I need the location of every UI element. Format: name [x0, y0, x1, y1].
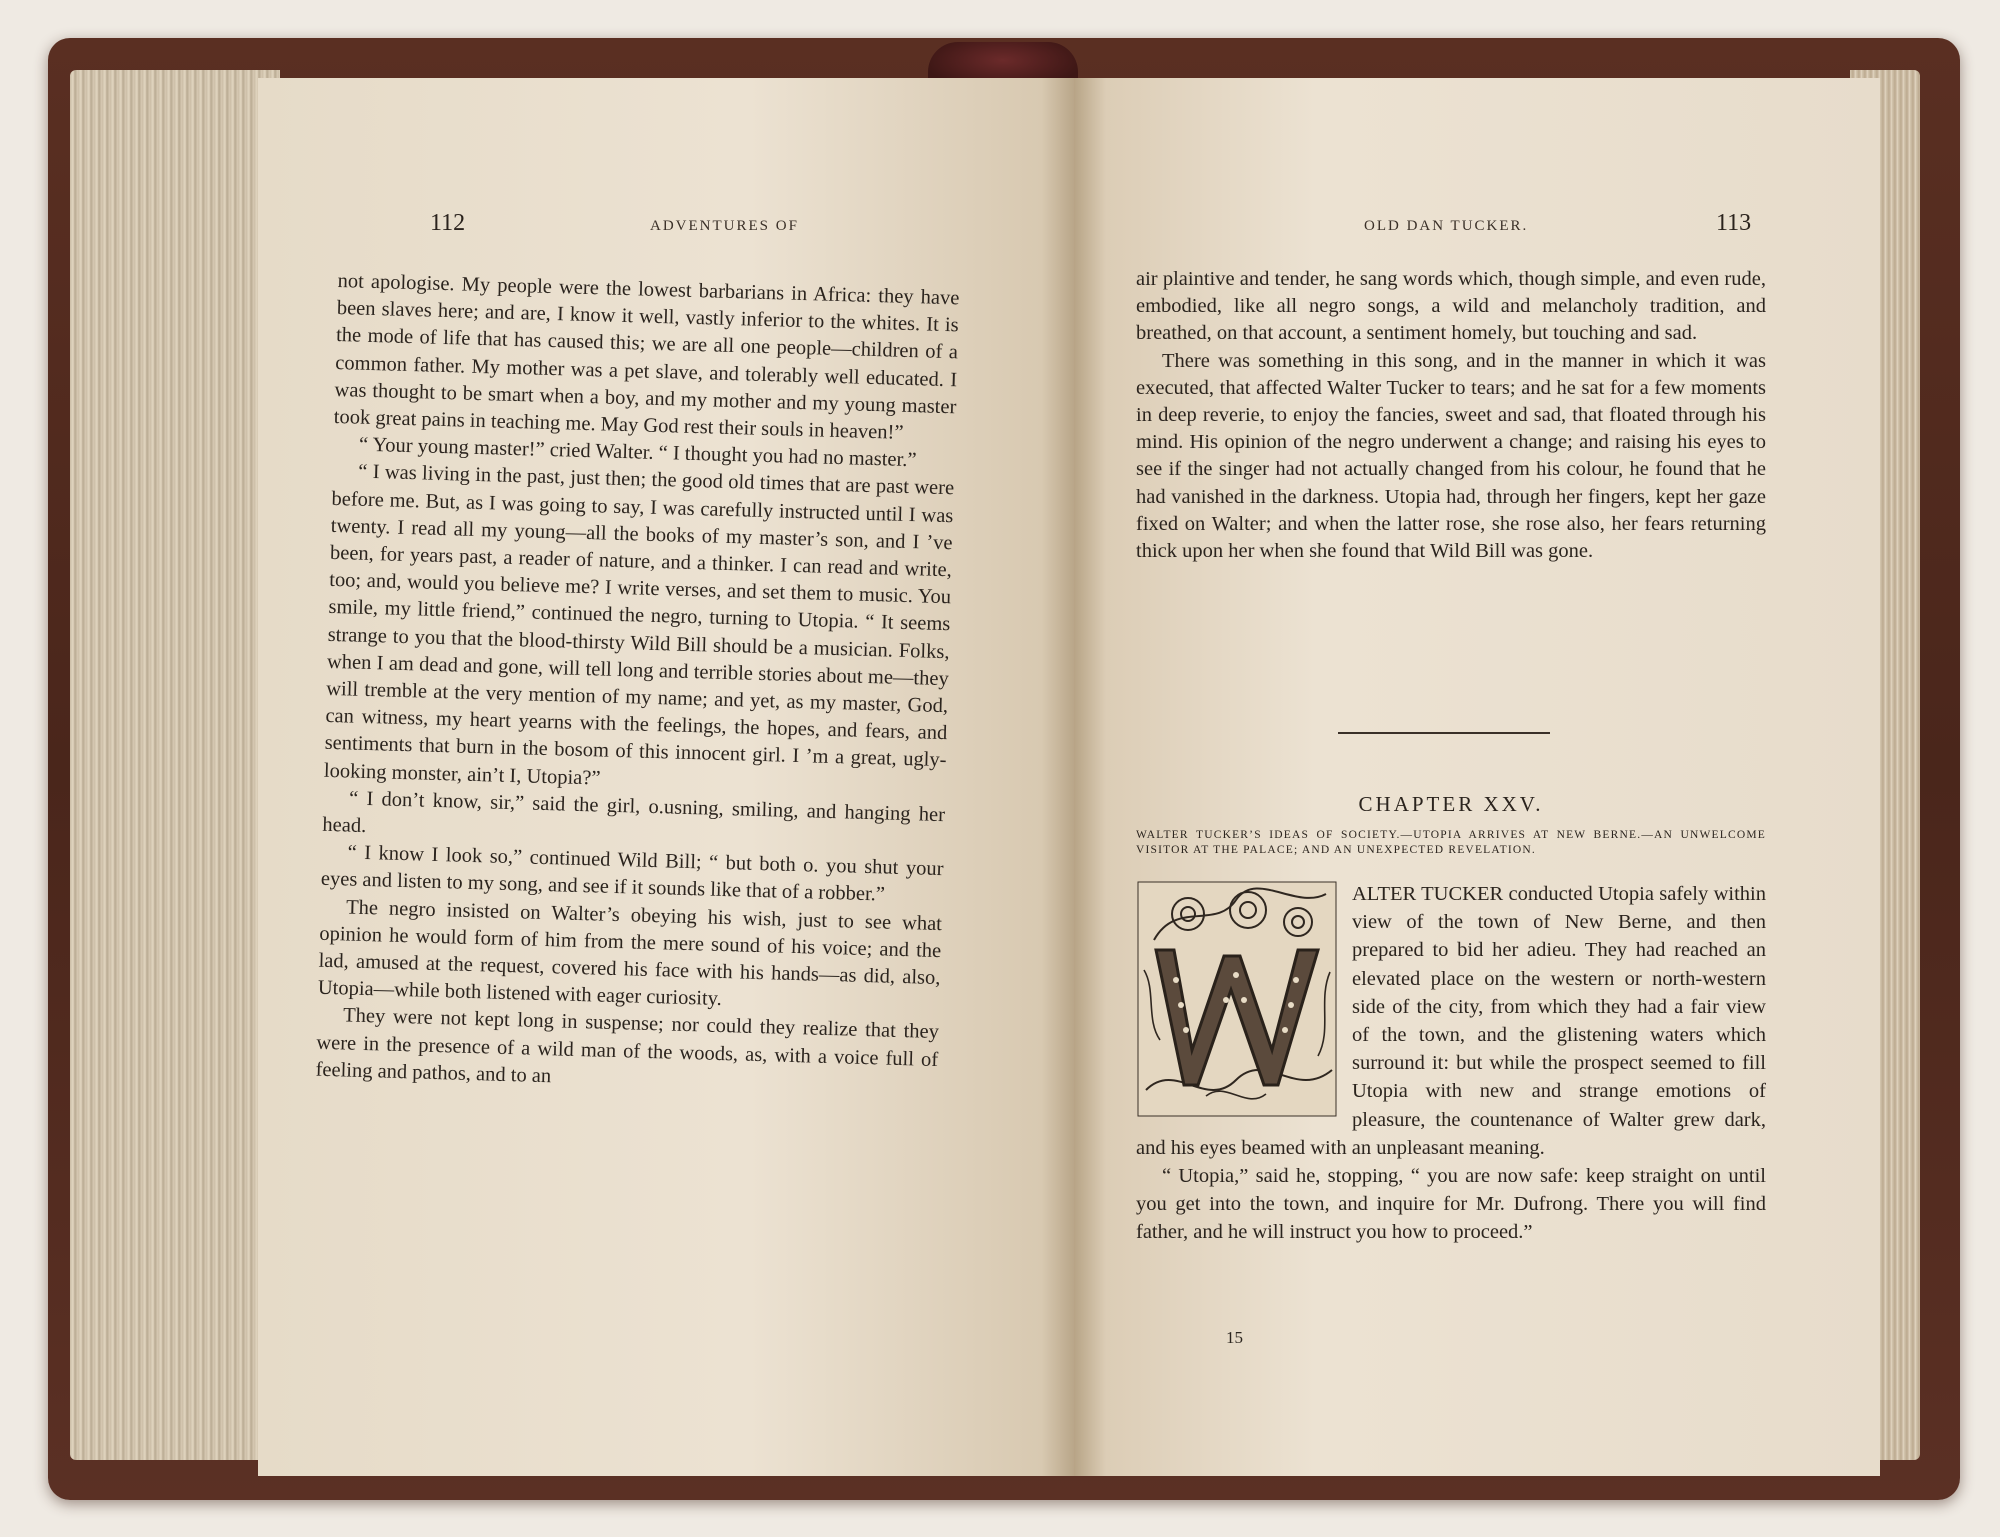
running-head: OLD DAN TUCKER.	[1364, 218, 1529, 234]
paragraph: They were not kept long in suspense; nor could they realize that they were in the presence of a wild man of the woods, as, with a voice full of feeling and pathos, and to an	[315, 1004, 940, 1088]
paragraph: “ Utopia,” said he, stopping, “ you are now safe: keep straight on until you get into the town, and inquire for Mr. Dufrong. There you will find father, and he will instruct you how to proceed.”	[1136, 1165, 1766, 1244]
right-page-body	[1136, 266, 1766, 565]
chapter-summary: WALTER TUCKER’S IDEAS OF SOCIETY.—UTOPIA ARRIVES AT NEW BERNE.—AN UNWELCOME VISITOR AT THE PALACE; AND AN UNEXPECTED REVELATION.	[1136, 829, 1766, 856]
paragraph: “ I was living in the past, just then; the good old times that are past were before me. But, as I was going to say, I was carefully instructed until I was twenty. I read all my young—all the books of my master’s son, and I ’ve been, for years past, a reader of nature, and a thinker. I can read and write, too; and, would you believe me? I write verses, and set them to music. You smile, my little friend,” continued the negro, turning to Utopia. “ It seems strange to you that the blood-thirsty Wild Bill should be a musician. Folks, when I am dead and gone, will tell long and terrible stories about me—they will tremble at the very mention of my name; and yet, as my master, God, can witness, my heart yearns with the feelings, the hopes, and fears, and sentiments that burn in the bosom of this innocent girl. I ’m a great, ugly-looking monster, ain’t I, Utopia?”	[323, 461, 955, 790]
chapter-title: CHAPTER XXV.	[1358, 792, 1544, 816]
paragraph: conducted Utopia safely within view of the town of New Berne, and then prepared to bid her adieu. They had reached an elevated place on the western or north-western side of the city, from which they had a fair view of the town, and the glistening waters which surround it: but while the prospect seemed to fill Utopia with new and strange emotions of pleasure, the countenance of Walter grew dark, and his eyes beamed with an unpleasant meaning.	[1136, 883, 1766, 1159]
paragraph: “ I don’t know, sir,” said the girl, o.usning, smiling, and hanging her head.	[322, 787, 946, 838]
page-number: 113	[1716, 210, 1752, 236]
paragraph: There was something in this song, and in the manner in which it was executed, that affected Walter Tucker to tears; and he sat for a few moments in deep reverie, to enjoy the fancies, sweet and sad, that floated through his mind. His opinion of the negro underwent a change; and raising his eyes to see if the singer had not actually changed from his colour, he found that he had vanished in the darkness. Utopia had, through her fingers, kept her gaze fixed on Walter; and when the latter rose, she rose also, her fears returning thick upon her when she found that Wild Bill was gone.	[1136, 349, 1766, 563]
chapter-lead-words: ALTER TUCKER	[1352, 883, 1504, 905]
paragraph: not apologise. My people were the lowest barbarians in Africa: they have been slaves here; and are, I know it well, vastly inferior to the whites. It is the mode of life that has caused this; we are all one people—children of a common father. My mother was a pet slave, and tolerably well educated. I was thought to be smart when a boy, and my mother and my young master took great pains in teaching me. May God rest their souls in heaven!”	[333, 269, 960, 444]
illuminated-initial-w-image	[1136, 880, 1338, 1118]
left-page	[258, 78, 1074, 1476]
chapter-body	[1136, 880, 1766, 1247]
page-edges-left	[70, 70, 280, 1460]
section-rule	[1338, 732, 1550, 734]
paragraph: air plaintive and tender, he sang words which, though simple, and even rude, embodied, like all negro songs, a wild and melancholy tradition, and breathed, on that account, a sentiment homely, but touching and sad.	[1136, 268, 1766, 345]
paragraph: “ I know I look so,” continued Wild Bill; “ but both o. you shut your eyes and listen to my song, and see if it sounds like that of a robber.”	[320, 841, 944, 906]
paragraph: “ Your young master!” cried Walter. “ I thought you had no master.”	[358, 433, 917, 472]
page-number: 112	[430, 210, 466, 236]
right-page	[1074, 78, 1880, 1476]
paragraph: The negro insisted on Walter’s obeying his wish, just to see what opinion he would form of him from the mere sound of his voice; and the lad, amused at the request, covered his face with his hands—as did, also, Utopia—while both listened with eager curiosity.	[317, 896, 943, 1011]
running-head: ADVENTURES OF	[650, 218, 799, 234]
signature-mark: 15	[1226, 1328, 1243, 1347]
left-page-body	[315, 268, 960, 1101]
